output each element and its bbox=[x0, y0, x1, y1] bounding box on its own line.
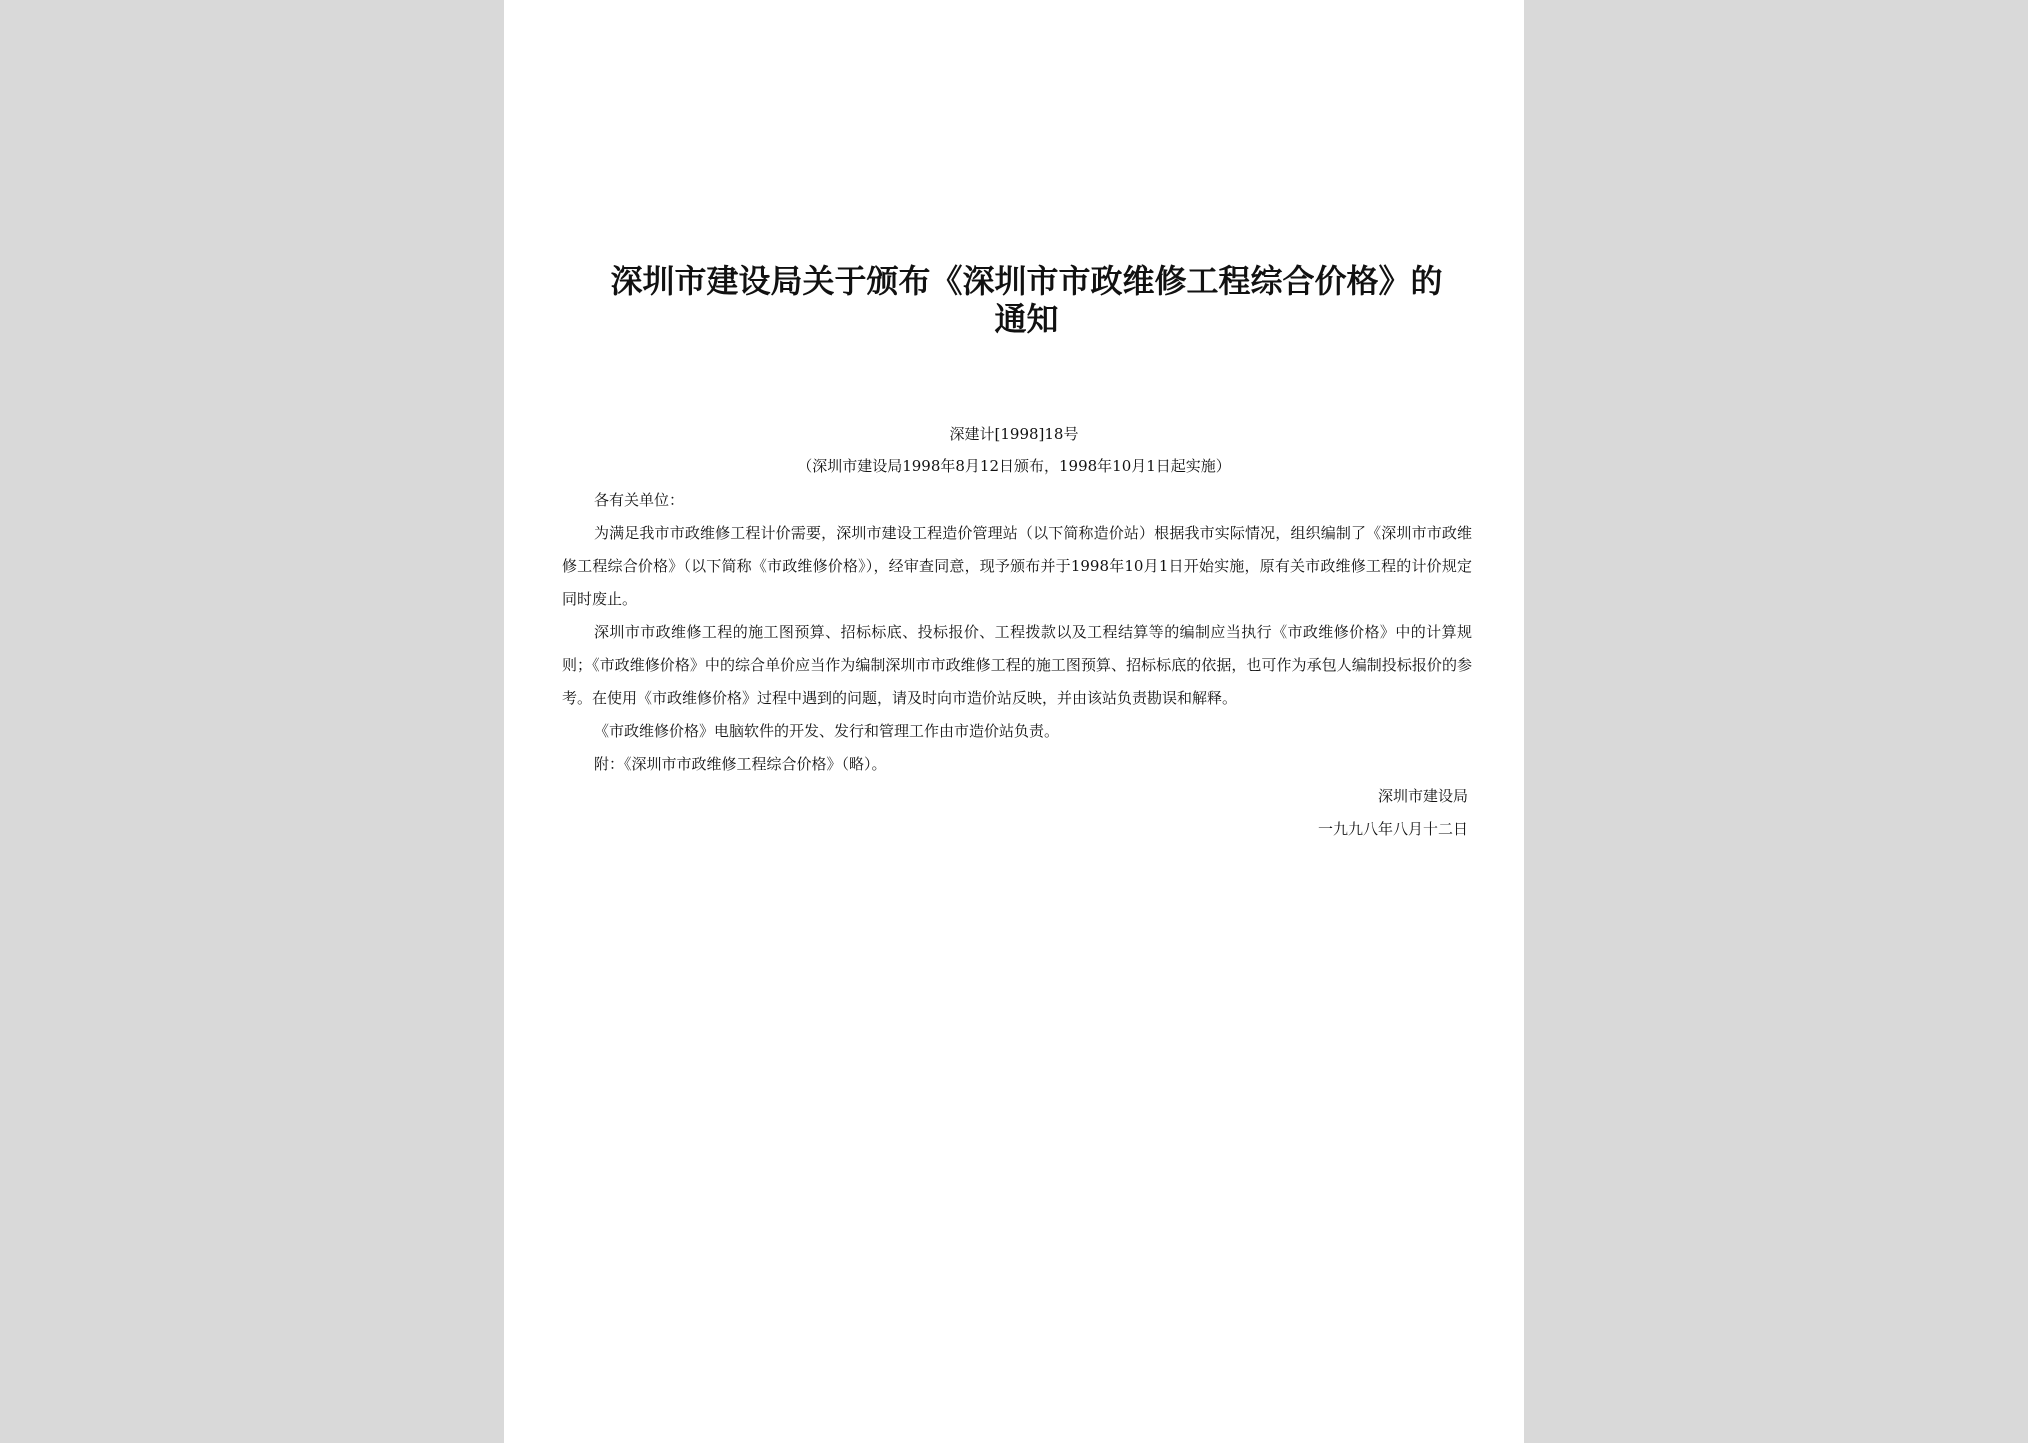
document-page bbox=[504, 0, 1524, 1443]
document-number: 深建计[1998]18号 bbox=[949, 425, 1079, 443]
signature-date: 一九九八年八月十二日 bbox=[1317, 820, 1468, 838]
body-paragraph: 《市政维修价格》电脑软件的开发、发行和管理工作由市造价站负责。 bbox=[594, 722, 1060, 740]
document-title: 深圳市建设局关于颁布《深圳市市政维修工程综合价格》的通知 bbox=[610, 262, 1443, 338]
body-paragraph: 深圳市市政维修工程的施工图预算、招标标底、投标报价、工程拨款以及工程结算等的编制应当执行《市政维修价格》中的计算规则；《市政维修价格》中的综合单价应当作为编制深圳市市政维修工程的施工图预算、招标标底的依据，也可作为承包人编制投标报价的参考。在使用《市政维修价格》过程中遇到的问题，请及时向市造价站反映，并由该站负责勘误和解释。 bbox=[562, 623, 1472, 707]
signature-organization: 深圳市建设局 bbox=[1377, 787, 1468, 805]
salutation: 各有关单位： bbox=[594, 491, 685, 509]
document-body bbox=[562, 484, 1472, 781]
issued-note: （深圳市建设局1998年8月12日颁布，1998年10月1日起实施） bbox=[797, 457, 1231, 475]
body-paragraph: 附：《深圳市市政维修工程综合价格》（略）。 bbox=[594, 755, 887, 773]
body-paragraph: 为满足我市市政维修工程计价需要，深圳市建设工程造价管理站（以下简称造价站）根据我市实际情况，组织编制了《深圳市市政维修工程综合价格》（以下简称《市政维修价格》），经审查同意，现予颁布并于1998年10月1日开始实施，原有关市政维修工程的计价规定同时废止。 bbox=[562, 524, 1472, 608]
